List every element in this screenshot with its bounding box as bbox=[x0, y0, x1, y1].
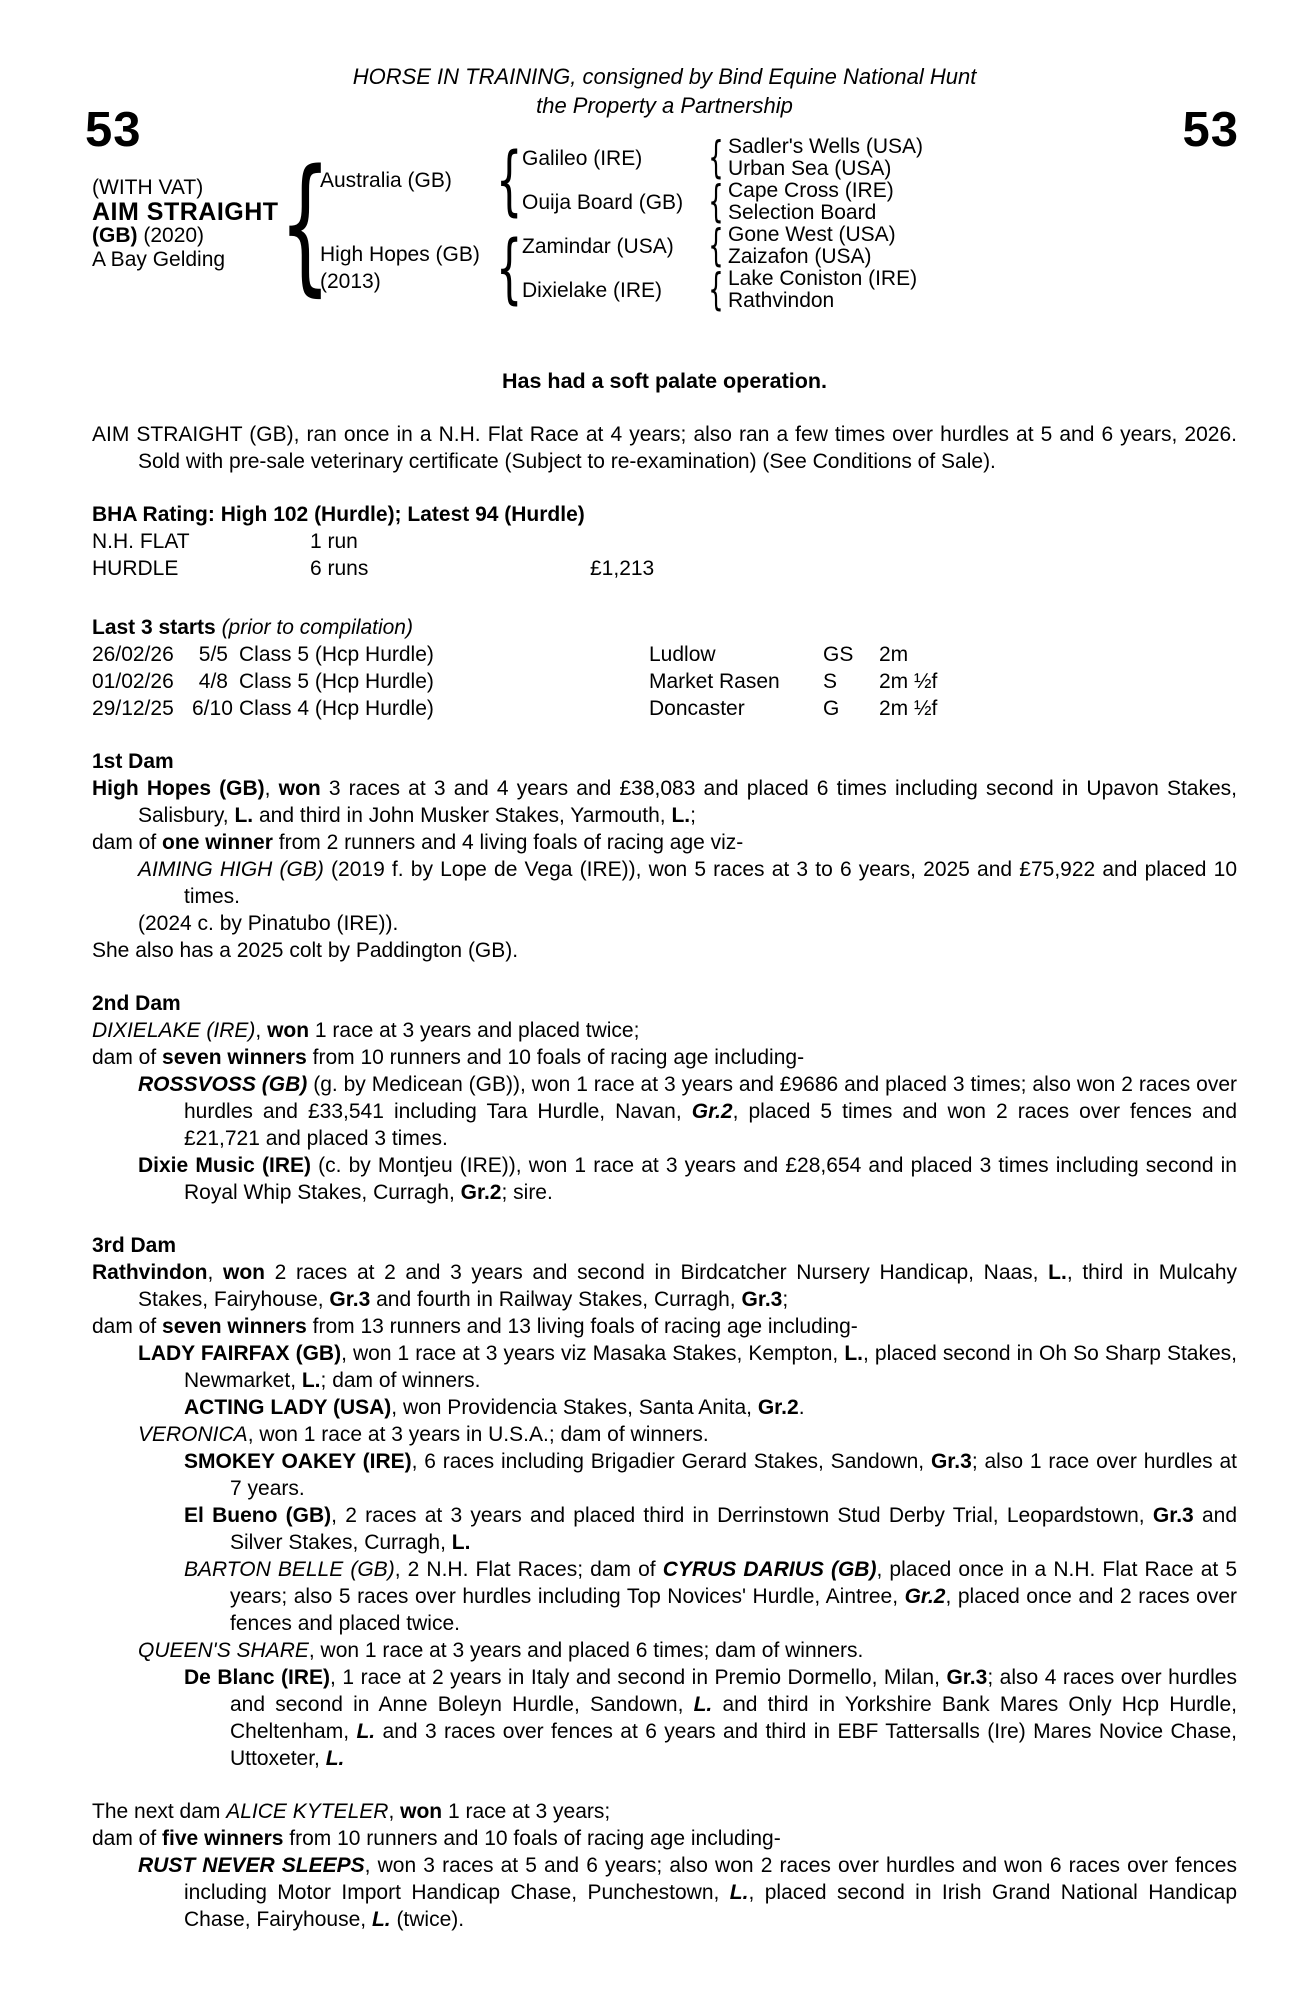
text-run: , won 1 race at 3 years viz Masaka Stakes, Kempton, bbox=[341, 1342, 845, 1365]
text-run: L. bbox=[844, 1342, 863, 1365]
text-run: L. bbox=[234, 804, 254, 827]
sire-dam-branch bbox=[522, 176, 923, 227]
rating-earnings: £1,213 bbox=[590, 557, 655, 580]
start-going: GS bbox=[823, 643, 854, 666]
text-run: SMOKEY OAKEY (IRE) bbox=[184, 1450, 412, 1473]
text-run: dam of bbox=[92, 1827, 163, 1850]
text-run: . bbox=[798, 1396, 805, 1419]
text-run: Dixie Music (IRE) bbox=[138, 1154, 311, 1177]
veterinary-notice: Has had a soft palate operation. bbox=[502, 369, 827, 393]
text-run: , bbox=[207, 1261, 223, 1284]
text-run: , bbox=[388, 1800, 401, 1823]
section-heading: 1st Dam bbox=[92, 750, 174, 773]
text-run: and third in Yorkshire Bank Mares Only Hcp Hurdle, Cheltenham, bbox=[230, 1693, 1237, 1743]
dam-dam-name: Dixielake (IRE) bbox=[522, 278, 663, 302]
text-run: ; bbox=[690, 804, 696, 827]
text-run: , won 1 race at 3 years in U.S.A.; dam of winners. bbox=[247, 1423, 709, 1446]
text-run: L. bbox=[301, 1369, 321, 1392]
text-run: High Hopes (GB) bbox=[92, 777, 265, 800]
rating-category: N.H. FLAT bbox=[92, 530, 190, 553]
pedigree-paragraph bbox=[92, 1502, 1237, 1556]
text-run: VERONICA bbox=[138, 1423, 248, 1446]
pedigree-paragraph bbox=[92, 1152, 1237, 1206]
text-run: ; also 1 race over hurdles at 7 years. bbox=[230, 1450, 1237, 1500]
text-run: , 1 race at 2 years in Italy and second in Premio Dormello, Milan, bbox=[330, 1666, 947, 1689]
text-run: won bbox=[267, 1019, 310, 1042]
text-run: from 2 runners and 4 living foals of racing age viz- bbox=[272, 831, 744, 854]
text-run: (c. by Montjeu (IRE)), won 1 race at 3 years and £28,654 and placed 3 times including second in Royal Whip Stakes, Curragh, bbox=[184, 1154, 1237, 1204]
last-starts-title: Last 3 starts bbox=[92, 616, 216, 639]
rating-row bbox=[92, 555, 1237, 582]
dam-sire-name: Zamindar (USA) bbox=[522, 234, 674, 258]
section-heading: 3rd Dam bbox=[92, 1234, 177, 1257]
text-run: ACTING LADY (USA) bbox=[184, 1396, 392, 1419]
start-course: Market Rasen bbox=[649, 670, 780, 693]
dam-year-line: (2013) bbox=[320, 270, 381, 293]
start-position: 4/8 bbox=[198, 670, 228, 693]
text-run: , placed once and 2 races over fences and placed twice. bbox=[230, 1585, 1237, 1635]
start-distance: 2m ½f bbox=[879, 697, 938, 720]
text-run: (g. by Medicean (GB)), won 1 race at 3 years and £9686 and placed 3 times; also won 2 races over hurdles and £33,541 including Tara Hurdle, Navan, bbox=[184, 1073, 1237, 1123]
section-heading: 2nd Dam bbox=[92, 992, 181, 1015]
text-run: and Silver Stakes, Curragh, bbox=[230, 1504, 1238, 1554]
text-run: Gr.2 bbox=[460, 1181, 502, 1204]
sire-dam-name: Ouija Board (GB) bbox=[522, 190, 684, 214]
sire-sire-parents bbox=[728, 136, 923, 180]
text-run: She also has a 2025 colt by Paddington (GB). bbox=[92, 939, 519, 962]
start-going: S bbox=[823, 670, 838, 693]
start-date: 01/02/26 bbox=[92, 670, 174, 693]
text-run: seven winners bbox=[162, 1315, 307, 1338]
sire-name: Australia (GB) bbox=[320, 168, 452, 192]
text-run: (2024 c. by Pinatubo (IRE)). bbox=[138, 912, 399, 935]
pedigree-paragraph bbox=[92, 1313, 1237, 1340]
text-run: , won Providencia Stakes, Santa Anita, bbox=[391, 1396, 758, 1419]
pedigree-paragraph bbox=[92, 1637, 1237, 1664]
text-run: ; dam of winners. bbox=[320, 1369, 481, 1392]
ratings-block bbox=[92, 501, 1237, 582]
text-run: seven winners bbox=[162, 1046, 307, 1069]
dam-parents bbox=[522, 220, 918, 315]
text-run: L. bbox=[356, 1720, 376, 1743]
pedigree-paragraph bbox=[92, 1852, 1237, 1933]
pedigree-paragraph bbox=[92, 1394, 1237, 1421]
text-run: ROSSVOSS (GB) bbox=[138, 1073, 308, 1096]
text-run: , placed once in a N.H. Flat Race at 5 years; also 5 races over hurdles including Top Novices' Hurdle, Aintree, bbox=[230, 1558, 1237, 1608]
pedigree-paragraph bbox=[92, 1664, 1237, 1772]
text-run: , placed 5 times and won 2 races over fences and £21,721 and placed 3 times. bbox=[184, 1100, 1237, 1150]
text-run: Gr.3 bbox=[741, 1288, 783, 1311]
start-distance: 2m bbox=[879, 643, 909, 666]
pedigree-paragraph bbox=[92, 1259, 1237, 1313]
text-run: L. bbox=[1048, 1261, 1067, 1284]
text-run: ; bbox=[782, 1288, 789, 1311]
text-run: El Bueno (GB) bbox=[184, 1504, 332, 1527]
horse-description bbox=[92, 421, 1237, 475]
text-run: (twice). bbox=[390, 1908, 465, 1931]
pedigree-brace-dam-dam: { bbox=[708, 264, 724, 315]
text-run: Rathvindon bbox=[92, 1261, 208, 1284]
text-run: ALICE KYTELER bbox=[226, 1800, 389, 1823]
text-run: won bbox=[400, 1800, 443, 1823]
dam-sire-parents bbox=[728, 224, 896, 268]
text-run: QUEEN'S SHARE bbox=[138, 1639, 309, 1662]
text-run: Gr.3 bbox=[1152, 1504, 1194, 1527]
text-run: , bbox=[255, 1019, 268, 1042]
text-run: , bbox=[264, 777, 279, 800]
pedigree-section bbox=[92, 990, 1237, 1206]
pedigree-paragraph bbox=[92, 1798, 1237, 1825]
text-run: and third in John Musker Stakes, Yarmouth, bbox=[253, 804, 672, 827]
text-run: DIXIELAKE (IRE) bbox=[92, 1019, 256, 1042]
pedigree-table bbox=[92, 132, 1237, 315]
text-run: De Blanc (IRE) bbox=[184, 1666, 331, 1689]
text-run: AIMING HIGH (GB) bbox=[138, 858, 324, 881]
text-run: from 13 runners and 13 living foals of racing age including- bbox=[306, 1315, 858, 1338]
ancestor-name: Zaizafon (USA) bbox=[728, 245, 872, 268]
start-race: Class 5 (Hcp Hurdle) bbox=[239, 670, 434, 693]
pedigree-section bbox=[92, 1232, 1237, 1772]
text-run: L. bbox=[451, 1531, 471, 1554]
rating-runs: 6 runs bbox=[310, 557, 369, 580]
pedigree-brace-dam-sire: { bbox=[708, 220, 724, 271]
dam-name-line: High Hopes (GB) bbox=[320, 243, 480, 266]
text-run: L. bbox=[671, 804, 691, 827]
text-run: ; sire. bbox=[501, 1181, 553, 1204]
pedigree-paragraph bbox=[92, 1017, 1237, 1044]
pedigree-brace-sire: { bbox=[495, 135, 523, 224]
text-run: 3 races at 3 and 4 years and £38,083 and placed 6 times including second in Upavon Stakes, Salisbury, bbox=[138, 777, 1237, 827]
text-run: L. bbox=[693, 1693, 713, 1716]
text-run: LADY FAIRFAX (GB) bbox=[138, 1342, 342, 1365]
pedigree-brace-sire-sire: { bbox=[708, 132, 724, 183]
pedigree-paragraph bbox=[92, 910, 1237, 937]
text-run: RUST NEVER SLEEPS bbox=[138, 1854, 365, 1877]
text-run: , placed second in Oh So Sharp Stakes, Newmarket, bbox=[184, 1342, 1237, 1392]
text-run: L. bbox=[371, 1908, 391, 1931]
text-run: one winner bbox=[162, 831, 273, 854]
start-race: Class 5 (Hcp Hurdle) bbox=[239, 643, 434, 666]
pedigree-section bbox=[92, 748, 1237, 964]
start-going: G bbox=[823, 697, 840, 720]
ancestor-name: Urban Sea (USA) bbox=[728, 157, 892, 180]
text-run: five winners bbox=[162, 1827, 284, 1850]
pedigree-brace-sire-dam: { bbox=[708, 176, 724, 227]
start-row bbox=[92, 695, 1237, 722]
text-run: ; also 4 races over hurdles and second in Anne Boleyn Hurdle, Sandown, bbox=[230, 1666, 1237, 1716]
start-row bbox=[92, 641, 1237, 668]
dam-sections bbox=[92, 748, 1237, 1933]
ancestor-name: Rathvindon bbox=[728, 289, 835, 312]
text-run: L. bbox=[325, 1747, 345, 1770]
text-run: from 10 runners and 10 foals of racing age including- bbox=[306, 1046, 805, 1069]
text-run: Gr.3 bbox=[946, 1666, 988, 1689]
lot-number-left: 53 bbox=[85, 103, 142, 157]
last-starts-heading bbox=[92, 614, 1237, 641]
consignor-line: HORSE IN TRAINING, consigned by Bind Equine National Hunt bbox=[352, 64, 977, 89]
pedigree-paragraph bbox=[92, 775, 1237, 829]
last-starts-rows bbox=[92, 641, 1237, 722]
text-run: CYRUS DARIUS (GB) bbox=[662, 1558, 877, 1581]
text-run: , 6 races including Brigadier Gerard Stakes, Sandown, bbox=[411, 1450, 931, 1473]
property-line: the Property a Partnership bbox=[536, 93, 793, 118]
dam-dam-parents bbox=[728, 268, 917, 312]
horse-year: (2020) bbox=[143, 224, 205, 247]
sire-sire-name: Galileo (IRE) bbox=[522, 146, 643, 170]
text-run: Gr.3 bbox=[329, 1288, 371, 1311]
text-run: , won 1 race at 3 years and placed 6 times; dam of winners. bbox=[308, 1639, 864, 1662]
text-run: from 10 runners and 10 foals of racing age including- bbox=[283, 1827, 781, 1850]
text-run: , placed second in Irish Grand National Handicap Chase, Fairyhouse, bbox=[184, 1881, 1237, 1931]
rating-runs: 1 run bbox=[310, 530, 358, 553]
ratings-rows bbox=[92, 528, 1237, 582]
text-run: Gr.2 bbox=[904, 1585, 946, 1608]
ancestor-name: Lake Coniston (IRE) bbox=[728, 267, 918, 290]
rating-row bbox=[92, 528, 1237, 555]
text-run: and 3 races over fences at 6 years and third in EBF Tattersalls (Ire) Mares Novice Chase, Uttoxeter, bbox=[230, 1720, 1237, 1770]
sire-branch bbox=[320, 132, 923, 227]
text-run: BARTON BELLE (GB) bbox=[184, 1558, 395, 1581]
text-run: dam of bbox=[92, 1046, 163, 1069]
text-run: 1 race at 3 years; bbox=[442, 1800, 611, 1823]
text-run: won bbox=[222, 1261, 265, 1284]
last-starts-block bbox=[92, 614, 1237, 722]
pedigree-paragraph bbox=[92, 856, 1237, 910]
pedigree-generations bbox=[320, 132, 923, 315]
text-run: Gr.2 bbox=[757, 1396, 799, 1419]
horse-info bbox=[92, 176, 290, 272]
text-run: Gr.2 bbox=[691, 1100, 733, 1123]
pedigree-paragraph bbox=[92, 1825, 1237, 1852]
ancestor-name: Selection Board bbox=[728, 201, 877, 224]
text-run: L. bbox=[729, 1881, 749, 1904]
start-date: 29/12/25 bbox=[92, 697, 174, 720]
sire-sire-branch bbox=[522, 132, 923, 183]
dam-dam-branch bbox=[522, 264, 918, 315]
ancestor-name: Sadler's Wells (USA) bbox=[728, 135, 923, 158]
text-run: 2 races at 2 and 3 years and second in Birdcatcher Nursery Handicap, Naas, bbox=[264, 1261, 1049, 1284]
horse-country: (GB) bbox=[92, 224, 138, 247]
text-run: , third in Mulcahy Stakes, Fairyhouse, bbox=[138, 1261, 1237, 1311]
horse-country-year bbox=[92, 224, 290, 248]
last-starts-note: (prior to compilation) bbox=[215, 616, 413, 639]
rating-earnings bbox=[590, 528, 1237, 555]
text-run: (2019 f. by Lope de Vega (IRE)), won 5 races at 3 to 6 years, 2025 and £75,922 and placed 10 times. bbox=[184, 858, 1237, 908]
sire-parents bbox=[522, 132, 923, 227]
ancestor-name: Gone West (USA) bbox=[728, 223, 896, 246]
text-run: , won 3 races at 5 and 6 years; also won 2 races over hurdles and won 6 races over fences including Motor Import Handicap Chase, Punchestown, bbox=[184, 1854, 1237, 1904]
pedigree-paragraph bbox=[92, 1340, 1237, 1394]
text-run: and fourth in Railway Stakes, Curragh, bbox=[370, 1288, 742, 1311]
start-distance: 2m ½f bbox=[879, 670, 938, 693]
pedigree-brace-dam: { bbox=[495, 223, 523, 312]
ancestor-name: Cape Cross (IRE) bbox=[728, 179, 894, 202]
pedigree-section bbox=[92, 1798, 1237, 1933]
text-run: Gr.3 bbox=[930, 1450, 972, 1473]
bha-rating-heading: BHA Rating: High 102 (Hurdle); Latest 94 (Hurdle) bbox=[92, 503, 585, 526]
rating-category: HURDLE bbox=[92, 557, 179, 580]
start-course: Ludlow bbox=[649, 643, 716, 666]
text-run: dam of bbox=[92, 831, 163, 854]
pedigree-paragraph bbox=[92, 1071, 1237, 1152]
text-run: dam of bbox=[92, 1315, 163, 1338]
pedigree-paragraph bbox=[92, 937, 1237, 964]
text-run: 1 race at 3 years and placed twice; bbox=[309, 1019, 640, 1042]
text-run: The next dam bbox=[92, 1800, 227, 1823]
start-position: 6/10 bbox=[192, 697, 233, 720]
pedigree-brace-main: { bbox=[279, 138, 331, 310]
pedigree-paragraph bbox=[92, 1448, 1237, 1502]
start-position: 5/5 bbox=[198, 643, 228, 666]
dam-sire-branch bbox=[522, 220, 917, 271]
sire-dam-parents bbox=[728, 180, 894, 224]
dam-branch bbox=[320, 220, 923, 315]
horse-color-sex: A Bay Gelding bbox=[92, 248, 226, 271]
lot-number-right: 53 bbox=[1182, 103, 1239, 157]
start-row bbox=[92, 668, 1237, 695]
start-course: Doncaster bbox=[649, 697, 745, 720]
dam-name bbox=[320, 241, 496, 295]
text-run: , 2 races at 3 years and placed third in Derrinstown Stud Derby Trial, Leopardstown, bbox=[331, 1504, 1153, 1527]
pedigree-paragraph bbox=[92, 1556, 1237, 1637]
vat-note: (WITH VAT) bbox=[92, 176, 204, 199]
text-run: , 2 N.H. Flat Races; dam of bbox=[394, 1558, 663, 1581]
start-date: 26/02/26 bbox=[92, 643, 174, 666]
text-run: won bbox=[278, 777, 321, 800]
text-run: AIM STRAIGHT (GB), ran once in a N.H. Flat Race at 4 years; also ran a few times over hurdles at 5 and 6 years, 2026. Sold with pre-sale veterinary certificate (Subject to re-examination) (See Conditions of Sale). bbox=[92, 423, 1237, 473]
start-race: Class 4 (Hcp Hurdle) bbox=[239, 697, 434, 720]
pedigree-paragraph bbox=[92, 1044, 1237, 1071]
pedigree-paragraph bbox=[92, 829, 1237, 856]
horse-name: AIM STRAIGHT bbox=[92, 198, 279, 226]
pedigree-paragraph bbox=[92, 1421, 1237, 1448]
